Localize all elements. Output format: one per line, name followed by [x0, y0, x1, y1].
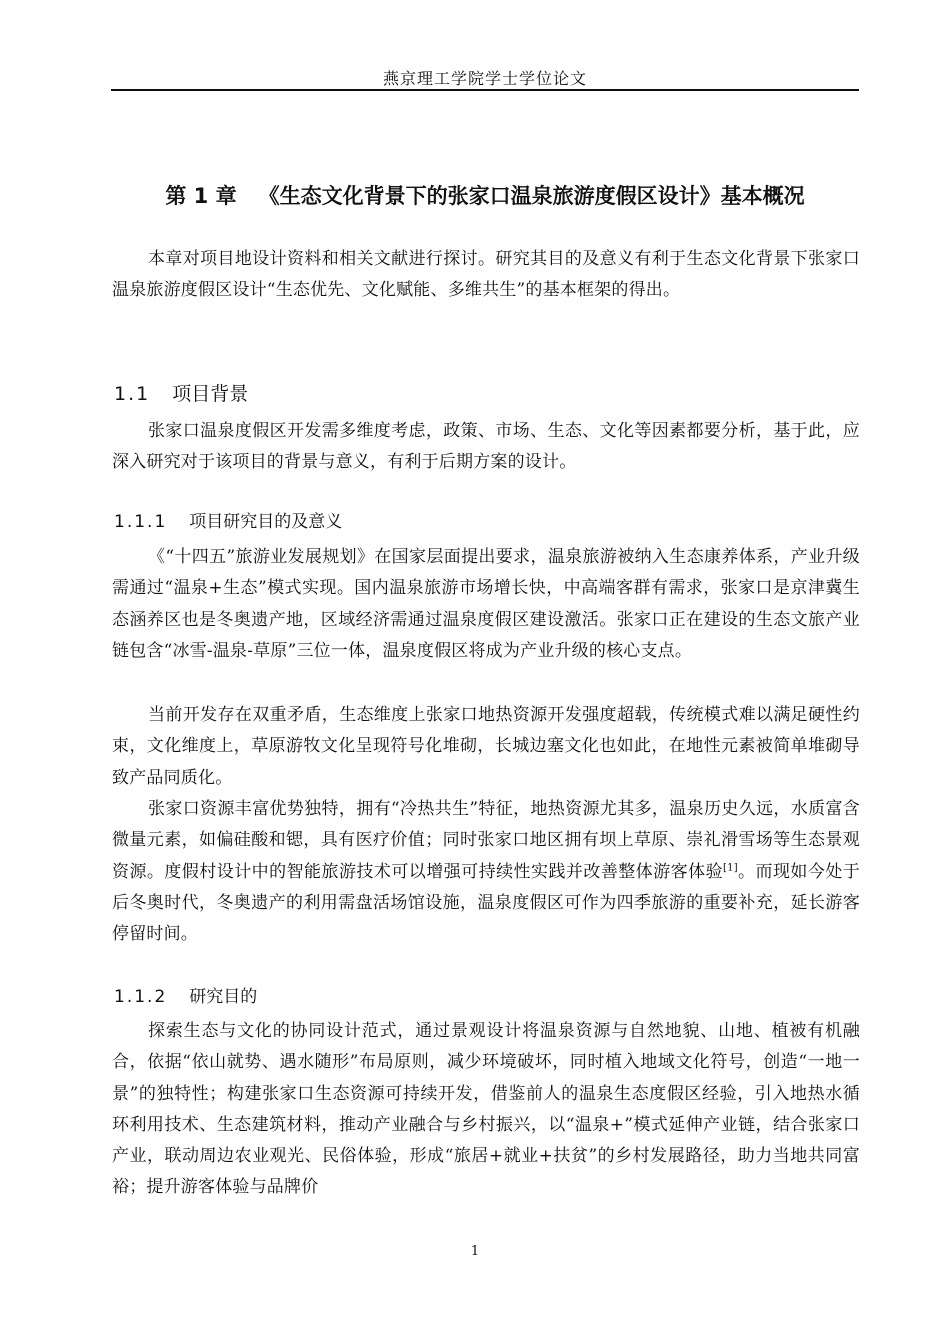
- section-title: 项目背景: [172, 383, 249, 405]
- chapter-title-text: 《生态文化背景下的张家口温泉旅游度假区设计》基本概况: [258, 184, 805, 208]
- chapter-number: 第 1 章: [165, 184, 237, 208]
- section-1-1-1-paragraph-3: [112, 794, 860, 950]
- section-title: 研究目的: [189, 987, 258, 1007]
- section-heading-1-1: [114, 379, 248, 406]
- paragraph-text: 张家口资源丰富优势独特，拥有“冷热共生”特征，地热资源尤其多，温泉历史久远，水质富含微量元素，如偏硅酸和锶，具有医疗价值；同时张家口地区拥有坝上草原、崇礼滑雪场等生态景观资源。度假村设计中的智能旅游技术可以增强可持续性实践并改善整体游客体验: [112, 799, 860, 882]
- section-heading-1-1-1: [114, 507, 342, 532]
- section-number: 1.1.1: [114, 512, 168, 532]
- citation-ref[interactable]: [1]: [723, 861, 738, 873]
- chapter-intro-paragraph: 本章对项目地设计资料和相关文献进行探讨。研究其目的及意义有利于生态文化背景下张家口温泉旅游度假区设计“生态优先、文化赋能、多维共生”的基本框架的得出。: [112, 249, 860, 301]
- section-heading-1-1-2: [114, 982, 257, 1007]
- section-1-1-2-paragraph: 探索生态与文化的协同设计范式，通过景观设计将温泉资源与自然地貌、山地、植被有机融合，依据“依山就势、遇水随形”布局原则，减少环境破坏，同时植入地域文化符号，创造“一地一景”的独特性；构建张家口生态资源可持续开发，借鉴前人的温泉生态度假区经验，引入地热水循环利用技术、生态建筑材料，推动产业融合与乡村振兴，以“温泉+”模式延伸产业链，结合张家口产业，联动周边农业观光、民俗体验，形成“旅居+就业+扶贫”的乡村发展路径，助力当地共同富裕；提升游客体验与品牌价: [112, 1021, 860, 1198]
- section-number: 1.1.2: [114, 987, 168, 1007]
- section-number: 1.1: [114, 383, 151, 405]
- section-title: 项目研究目的及意义: [189, 512, 343, 532]
- header-rule: [111, 89, 859, 91]
- section-1-1-1-paragraph-2: 当前开发存在双重矛盾，生态维度上张家口地热资源开发强度超载，传统模式难以满足硬性约束，文化维度上，草原游牧文化呈现符号化堆砌，长城边塞文化也如此，在地性元素被简单堆砌导致产品同质化。: [112, 705, 860, 788]
- page-header: 燕京理工学院学士学位论文: [382, 69, 587, 88]
- chapter-title: [111, 180, 859, 210]
- section-1-1-paragraph: 张家口温泉度假区开发需多维度考虑，政策、市场、生态、文化等因素都要分析，基于此，应深入研究对于该项目的背景与意义，有利于后期方案的设计。: [112, 421, 860, 473]
- paragraph-text: 。而现如今处于后冬奥时代，冬奥遗产的利用需盘活场馆设施，温泉度假区可作为四季旅游的重要补充，延长游客停留时间。: [112, 861, 861, 945]
- section-1-1-1-paragraph-1: 《“十四五”旅游业发展规划》在国家层面提出要求，温泉旅游被纳入生态康养体系，产业升级需通过“温泉+生态”模式实现。国内温泉旅游市场增长快，中高端客群有需求，张家口是京津冀生态涵养区也是冬奥遗产地，区域经济需通过温泉度假区建设激活。张家口正在建设的生态文旅产业链包含“冰雪-温泉-草原”三位一体，温泉度假区将成为产业升级的核心支点。: [112, 547, 860, 661]
- page-number: 1: [470, 1244, 480, 1259]
